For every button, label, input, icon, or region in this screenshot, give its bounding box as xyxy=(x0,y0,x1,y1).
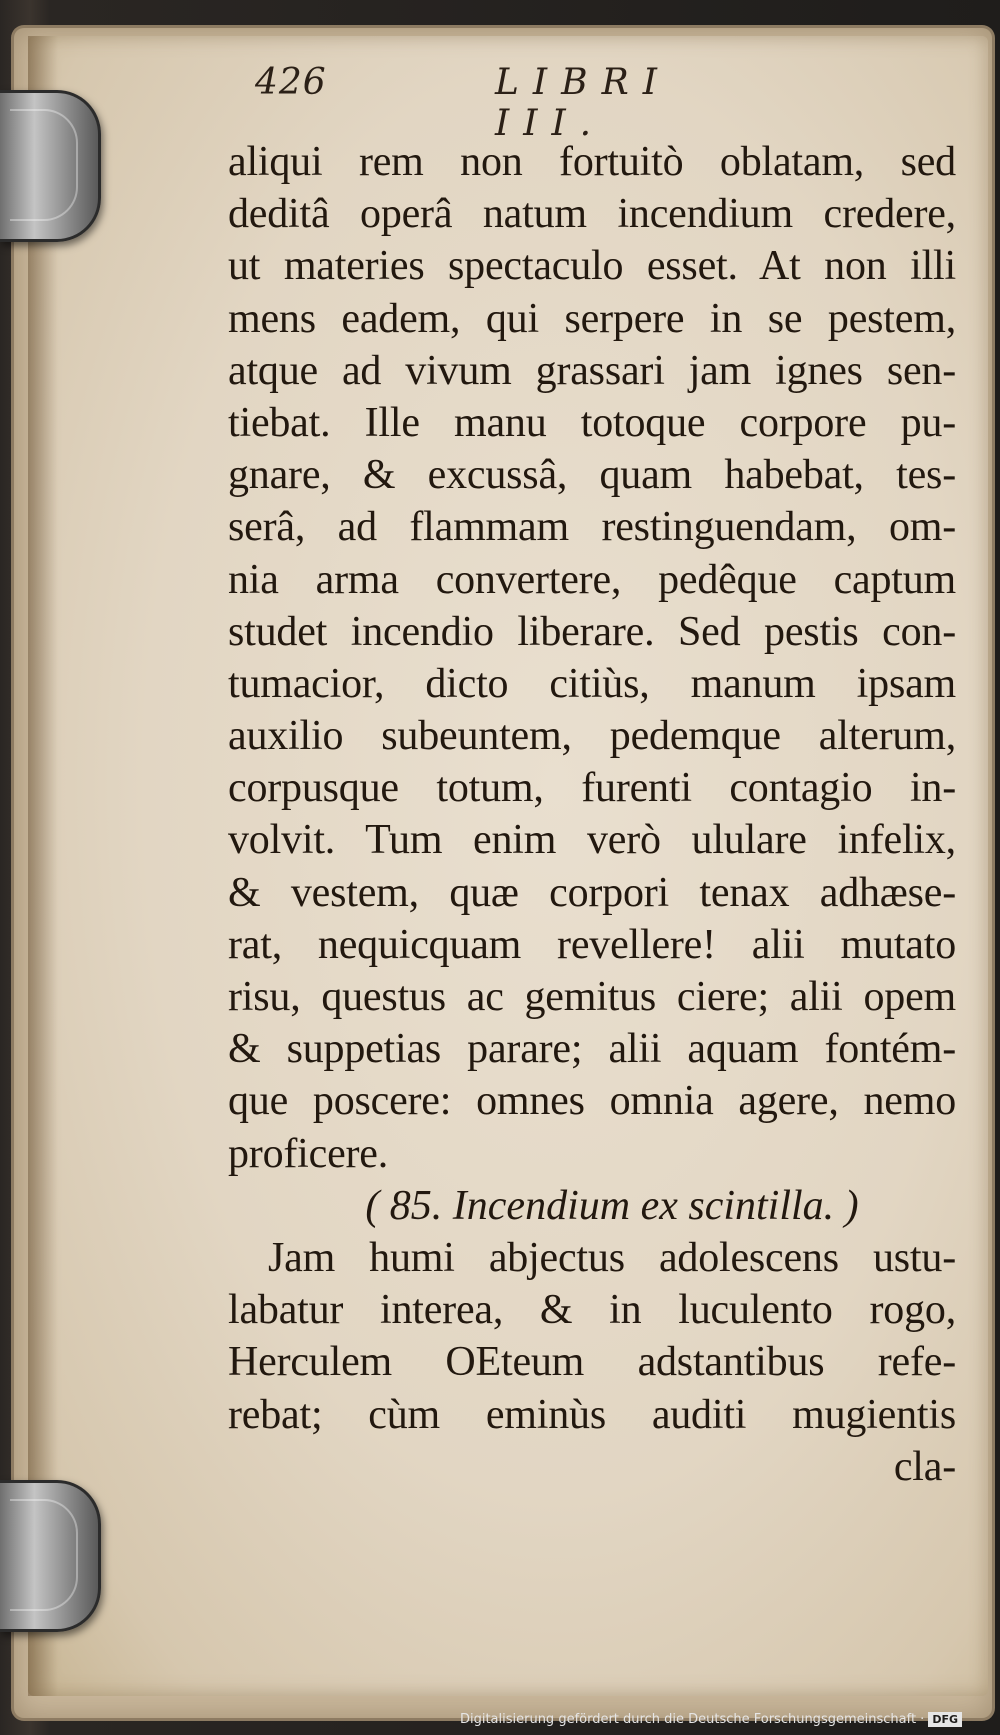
text-line: ut materies spectaculo esset. At non illi xyxy=(228,243,956,290)
text-line: volvit. Tum enim verò ululare infelix, xyxy=(228,817,956,864)
text-line: tiebat. Ille manu totoque corpore pu- xyxy=(228,399,956,446)
running-head xyxy=(255,62,755,144)
text-line: proficere. xyxy=(228,1130,389,1177)
text-line: mens eadem, qui serpere in se pestem, xyxy=(228,295,956,342)
page-text xyxy=(228,136,956,1493)
text-line: Herculem OEteum adstantibus refe- xyxy=(228,1339,956,1386)
text-line: risu, questus ac gemitus ciere; alii opem xyxy=(228,974,956,1020)
text-line: serâ, ad flammam restinguendam, om- xyxy=(228,504,956,551)
catchword: cla- xyxy=(893,1443,956,1490)
text-line: & suppetias parare; alii aquam fontém- xyxy=(228,1026,956,1073)
text-line: nia arma convertere, pedêque captum xyxy=(228,556,956,603)
text-line: atque ad vivum grassari jam ignes sen- xyxy=(228,347,956,394)
text-line: rat, nequicquam revellere! alii mutato xyxy=(228,921,956,968)
section-heading: ( 85. Incendium ex scintilla. ) xyxy=(365,1182,859,1229)
text-line: & vestem, quæ corpori tenax adhæse- xyxy=(228,869,956,916)
credit-text: Digitalisierung gefördert durch die Deutsche Forschungsgemeinschaft · xyxy=(459,1712,925,1727)
digitization-credit xyxy=(460,1712,962,1727)
text-line: aliqui rem non fortuitò oblatam, sed xyxy=(228,139,956,185)
dfg-logo: DFG xyxy=(928,1712,962,1727)
text-line: gnare, & excussâ, quam habebat, tes- xyxy=(228,452,956,499)
text-line: studet incendio liberare. Sed pestis con- xyxy=(228,608,956,655)
text-line: Jam humi abjectus adolescens ustu- xyxy=(268,1234,956,1281)
page-clip-bottom xyxy=(0,1480,101,1632)
text-line: tumacior, dicto citiùs, manum ipsam xyxy=(228,660,956,707)
text-line: que poscere: omnes omnia agere, nemo xyxy=(228,1078,956,1125)
text-line: deditâ operâ natum incendium credere, xyxy=(228,191,956,238)
page-clip-top xyxy=(0,90,101,242)
text-line: corpusque totum, furenti contagio in- xyxy=(228,765,956,812)
text-line: auxilio subeuntem, pedemque alterum, xyxy=(228,713,956,760)
book-title: LIBRI III. xyxy=(495,62,671,144)
text-line: rebat; cùm eminùs auditi mugientis xyxy=(228,1391,956,1438)
text-line: labatur interea, & in luculento rogo, xyxy=(228,1287,956,1334)
page-number: 426 xyxy=(255,62,327,103)
